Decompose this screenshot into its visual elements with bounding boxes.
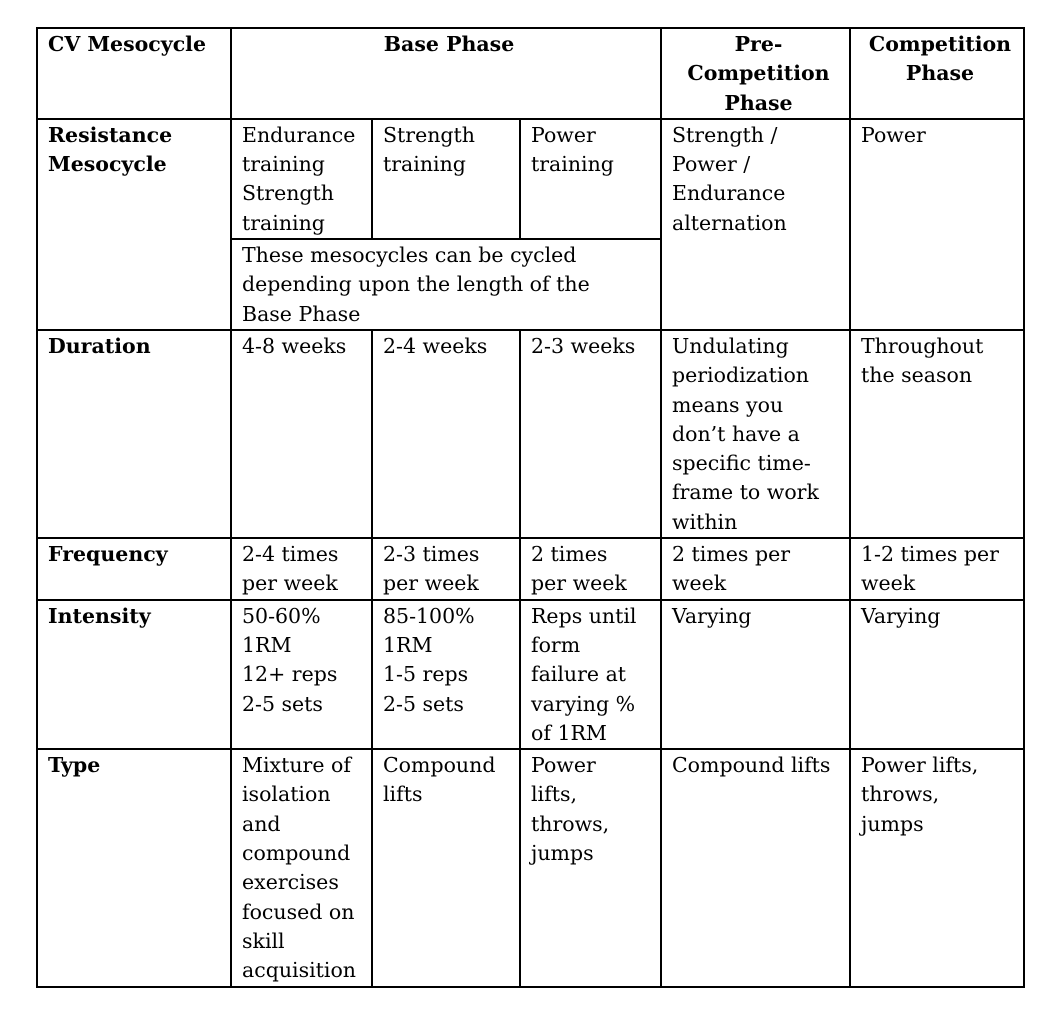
cell-duration-competition: Throughout the season <box>850 330 1024 538</box>
base-phase-header: Base Phase <box>231 28 661 119</box>
row-label-type: Type <box>37 749 231 986</box>
cell-intensity-competition: Varying <box>850 600 1024 749</box>
cell-type-pre-competition: Compound lifts <box>661 749 850 986</box>
cell-frequency-base-1: 2-4 times per week <box>231 538 372 600</box>
cell-type-competition: Power lifts, throws, jumps <box>850 749 1024 986</box>
cell-intensity-pre-competition: Varying <box>661 600 850 749</box>
intensity-row <box>37 600 1024 749</box>
cell-resistance-base-3: Power training <box>520 119 661 239</box>
cell-type-base-2: Compound lifts <box>372 749 520 986</box>
cell-type-base-1: Mixture of isolation and compound exercises focused on skill acquisition <box>231 749 372 986</box>
base-phase-cycle-note: These mesocycles can be cycled depending upon the length of the Base Phase <box>231 239 661 330</box>
cell-intensity-base-2: 85-100% 1RM 1-5 reps 2-5 sets <box>372 600 520 749</box>
cell-duration-base-1: 4-8 weeks <box>231 330 372 538</box>
cell-resistance-base-1: Endurance training Strength training <box>231 119 372 239</box>
cell-intensity-base-1: 50-60% 1RM 12+ reps 2-5 sets <box>231 600 372 749</box>
cell-frequency-base-3: 2 times per week <box>520 538 661 600</box>
periodization-table <box>36 27 1025 988</box>
cell-frequency-competition: 1-2 times per week <box>850 538 1024 600</box>
cell-duration-pre-competition: Undulating periodization means you don’t have a specific time- frame to work within <box>661 330 850 538</box>
resistance-row <box>37 119 1024 239</box>
duration-row <box>37 330 1024 538</box>
cell-frequency-pre-competition: 2 times per week <box>661 538 850 600</box>
competition-phase-header: Competition Phase <box>850 28 1024 119</box>
frequency-row <box>37 538 1024 600</box>
cell-duration-base-2: 2-4 weeks <box>372 330 520 538</box>
type-row <box>37 749 1024 986</box>
row-label-intensity: Intensity <box>37 600 231 749</box>
cell-resistance-pre-competition: Strength / Power / Endurance alternation <box>661 119 850 330</box>
header-row <box>37 28 1024 119</box>
cell-duration-base-3: 2-3 weeks <box>520 330 661 538</box>
row-label-resistance-mesocycle: Resistance Mesocycle <box>37 119 231 330</box>
cell-resistance-competition: Power <box>850 119 1024 330</box>
cell-intensity-base-3: Reps until form failure at varying % of 1RM <box>520 600 661 749</box>
cell-resistance-base-2: Strength training <box>372 119 520 239</box>
cell-type-base-3: Power lifts, throws, jumps <box>520 749 661 986</box>
row-label-frequency: Frequency <box>37 538 231 600</box>
cell-frequency-base-2: 2-3 times per week <box>372 538 520 600</box>
row-label-duration: Duration <box>37 330 231 538</box>
cv-mesocycle-header: CV Mesocycle <box>37 28 231 119</box>
pre-competition-phase-header: Pre- Competition Phase <box>661 28 850 119</box>
